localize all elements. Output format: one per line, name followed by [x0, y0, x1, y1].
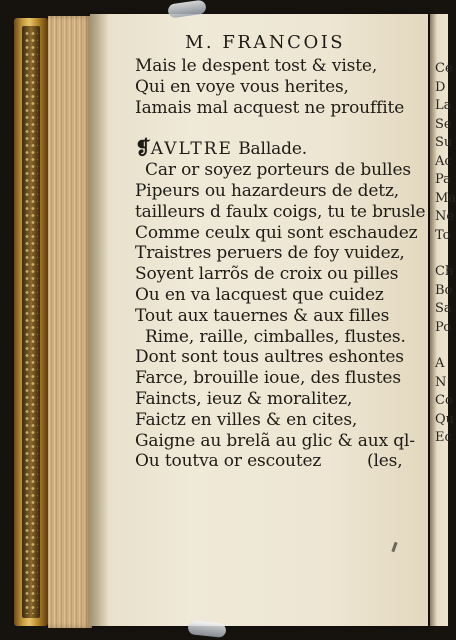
- facing-letter: D: [435, 79, 446, 95]
- verse-line: Pipeurs ou hazardeurs de detz,: [135, 180, 400, 201]
- verse-line: Rime, raille, cimballes, flustes.: [145, 326, 406, 347]
- facing-letter: Ma: [435, 190, 456, 206]
- facing-gap: [435, 245, 448, 263]
- facing-page-text: [435, 60, 456, 480]
- verse-line: Comme ceulx qui sont eschaudez: [135, 222, 418, 243]
- section-title-word: Ballade.: [238, 139, 308, 160]
- verse-line: Qui en voye vous herites,: [135, 76, 349, 97]
- page-text: [135, 32, 425, 472]
- verse-line: Faincts, ieuz & moralitez,: [135, 388, 353, 409]
- verse-line: tailleurs d faulx coigs, tu te brusle: [135, 201, 426, 222]
- page-edges: [48, 16, 92, 628]
- facing-letter: To: [435, 227, 451, 243]
- facing-letter: N: [435, 374, 447, 390]
- verse-line: Gaigne au brelã au glic & aux ql-: [135, 430, 415, 451]
- facing-letter: Sa: [435, 301, 452, 316]
- facing-letter: Ce: [435, 61, 453, 76]
- facing-letter: Po: [435, 319, 452, 335]
- verse-line: Car or soyez porteurs de bulles: [145, 160, 411, 181]
- verse-line: Soyent larrõs de croix ou pilles: [135, 264, 399, 285]
- verse-line-turnover: (les,: [367, 451, 403, 472]
- verse-line: Iamais mal acquest ne prouffite: [135, 97, 405, 118]
- book-clip-bottom: [187, 620, 226, 638]
- facing-letter: Su: [435, 135, 453, 150]
- verse-line: Ou en va lacquest que cuidez: [135, 284, 384, 305]
- facing-letter: Pa: [435, 172, 451, 187]
- verse-line: Dont sont tous aultres eshontes: [135, 347, 404, 368]
- verse-line: Farce, brouille ioue, des flustes: [135, 368, 401, 389]
- verse-line: Traistres peruers de foy vuidez,: [135, 243, 405, 264]
- facing-gap: [435, 337, 448, 355]
- verse-line: Faictz en villes & en cites,: [135, 409, 358, 430]
- verse-line: Tout aux tauernes & aux filles: [135, 305, 390, 326]
- binding-ornament: [24, 30, 38, 614]
- facing-letter: Bo: [435, 282, 453, 298]
- verse-line-last: [135, 451, 425, 472]
- facing-letter: Co: [435, 393, 453, 408]
- running-head: M. FRANCOIS: [185, 32, 346, 53]
- facing-letter: Qu: [435, 411, 455, 427]
- facing-letter: Ac: [435, 153, 452, 169]
- gutter-shadow: [90, 14, 108, 626]
- stanza-gap: [135, 118, 425, 138]
- facing-letter: A: [435, 356, 445, 371]
- facing-letter: La: [435, 98, 452, 113]
- facing-letter: Ne: [435, 209, 455, 224]
- facing-letter: Ch: [435, 264, 454, 279]
- section-title-caps: AVLTRE: [150, 139, 233, 160]
- facing-letter: Se: [435, 116, 452, 132]
- verse-line-last-text: Ou toutva or escoutez: [135, 451, 322, 472]
- facing-letter: Ec: [435, 430, 452, 445]
- verse-line: Mais le despent tost & viste,: [135, 56, 378, 76]
- section-heading: [135, 138, 425, 160]
- pilcrow-icon: ❡: [135, 137, 151, 160]
